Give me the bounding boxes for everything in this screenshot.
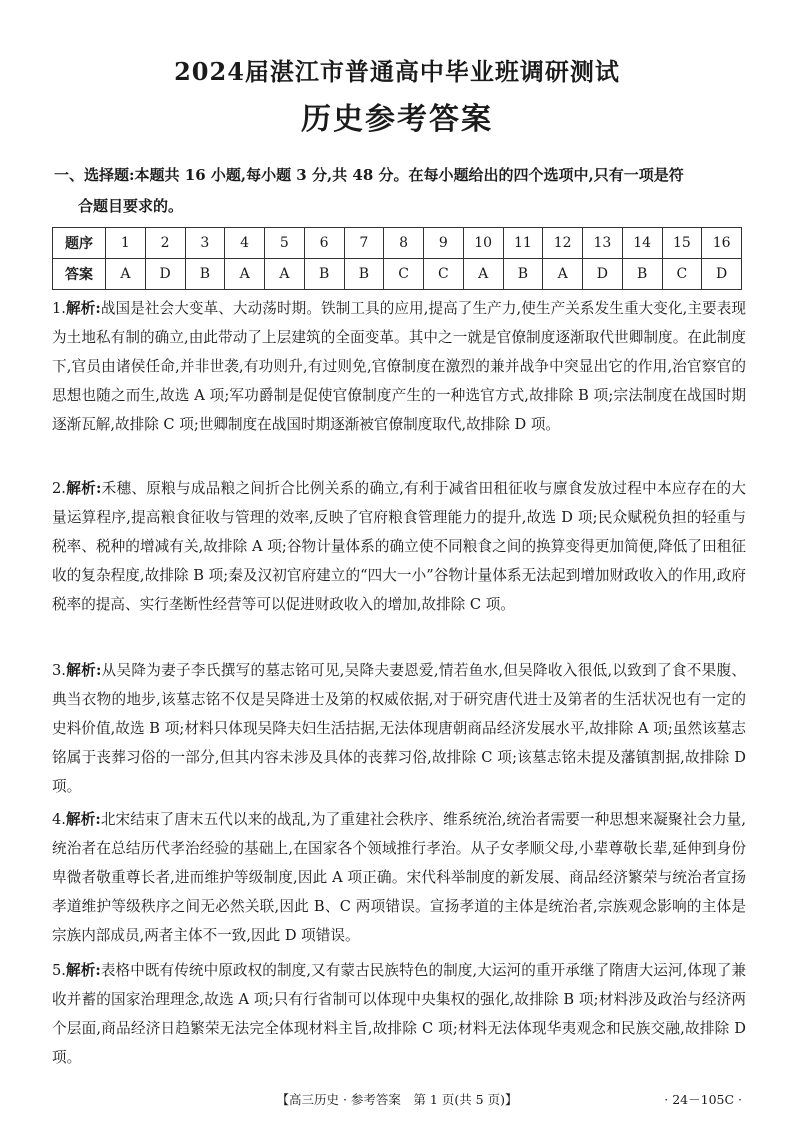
question-number: 16 <box>702 228 742 259</box>
answer-cell: B <box>344 259 384 290</box>
answer-cell: B <box>622 259 662 290</box>
explanation-4 <box>52 805 746 950</box>
answer-cell: B <box>185 259 225 290</box>
answer-cell: B <box>503 259 543 290</box>
explanation-text: 从吴降为妻子李氏撰写的墓志铭可见,吴降夫妻恩爱,情若鱼水,但吴降收入很低,以致到了食不果腹、典当衣物的地步,该墓志铭不仅是吴降进士及第的权威依据,对于研究唐代进士及第者的生活状况也有一定的史料价值,故选 B 项;材料只体现吴降夫妇生活拮据,无法体现唐朝商品经济发展水平,故排除 A 项;虽然该墓志铭属于丧葬习俗的一部分,但其内容未涉及具体的丧葬习俗,故排除 C 项;该墓志铭未提及藩镇割据,故排除 D 项。 <box>52 662 747 795</box>
footer-exam-code: · 24－105C · <box>664 1092 742 1107</box>
answer-cell: A <box>543 259 583 290</box>
footer-page-info: 【高三历史 · 参考答案 第 1 页(共 5 页)】 <box>276 1092 518 1107</box>
explanation-tag: 解析: <box>65 962 101 979</box>
explanation-3 <box>52 656 746 801</box>
document-subtitle: 历史参考答案 <box>301 102 493 137</box>
answer-row-label: 答案 <box>53 259 106 290</box>
section-heading-line1: 一、选择题:本题共 16 小题,每小题 3 分,共 48 分。在每小题给出的四个选项中,只有一项是符 <box>54 166 684 184</box>
answer-table-answer-row <box>53 259 742 290</box>
explanation-1 <box>52 294 746 439</box>
explanation-tag: 解析: <box>65 480 102 497</box>
question-number: 15 <box>662 228 702 259</box>
question-number: 13 <box>583 228 623 259</box>
explanation-number: 4. <box>52 811 66 828</box>
number-row-label: 题序 <box>53 228 106 259</box>
answer-cell: D <box>583 259 623 290</box>
answer-cell: C <box>384 259 424 290</box>
explanation-tag: 解析: <box>65 662 102 679</box>
question-number: 2 <box>145 228 185 259</box>
question-number: 6 <box>304 228 344 259</box>
explanation-text: 禾穗、原粮与成品粮之间折合比例关系的确立,有利于减省田租征收与廪食发放过程中本应存在的大量运算程序,提高粮食征收与管理的效率,反映了官府粮食管理能力的提升,故选 D 项;民众赋税负担的轻重与税率、税种的增减有关,故排除 A 项;谷物计量体系的确立使不同粮食之间的换算变得更加简便,降低了田租征收的复杂程度,故排除 B 项;秦及汉初官府建立的“四大一小”谷物计量体系无法起到增加财政收入的作用,政府税率的提高、实行垄断性经营等可以促进财政收入的增加,故排除 C 项。 <box>52 480 746 613</box>
question-number: 8 <box>384 228 424 259</box>
explanation-number: 5. <box>52 962 66 979</box>
explanation-number: 2. <box>52 480 66 497</box>
question-number: 1 <box>106 228 146 259</box>
question-number: 14 <box>622 228 662 259</box>
question-number: 9 <box>424 228 464 259</box>
question-number: 10 <box>463 228 503 259</box>
answer-cell: B <box>304 259 344 290</box>
answer-cell: A <box>225 259 265 290</box>
question-number: 11 <box>503 228 543 259</box>
explanation-2 <box>52 474 746 619</box>
answer-cell: A <box>106 259 146 290</box>
explanation-number: 1. <box>52 300 66 317</box>
question-number: 5 <box>265 228 305 259</box>
explanation-text: 战国是社会大变革、大动荡时期。铁制工具的应用,提高了生产力,使生产关系发生重大变化,主要表现为土地私有制的确立,由此带动了上层建筑的全面变革。其中之一就是官僚制度逐渐取代世卿制度。在此制度下,官员由诸侯任命,并非世袭,有功则升,有过则免,官僚制度在激烈的兼并战争中突显出它的作用,治官察官的思想也随之而生,故选 A 项;军功爵制是促使官僚制度产生的一种选官方式,故排除 B 项;宗法制度在战国时期逐渐瓦解,故排除 C 项;世卿制度在战国时期逐渐被官僚制度取代,故排除 D 项。 <box>52 300 747 433</box>
explanation-text: 表格中既有传统中原政权的制度,又有蒙古民族特色的制度,大运河的重开承继了隋唐大运河,体现了兼收并蓄的国家治理理念,故选 A 项;只有行省制可以体现中央集权的强化,故排除 B 项;材料涉及政治与经济两个层面,商品经济日趋繁荣无法完全体现材料主旨,故排除 C 项;材料无法体现华夷观念和民族交融,故排除 D 项。 <box>52 962 747 1066</box>
question-number: 7 <box>344 228 384 259</box>
answer-cell: C <box>662 259 702 290</box>
answer-cell: D <box>702 259 742 290</box>
question-number: 3 <box>185 228 225 259</box>
answer-cell: A <box>265 259 305 290</box>
answer-cell: D <box>145 259 185 290</box>
explanation-number: 3. <box>52 662 66 679</box>
explanation-tag: 解析: <box>65 811 101 828</box>
answer-cell: A <box>463 259 503 290</box>
document-title: 2024届湛江市普通高中毕业班调研测试 <box>174 57 620 86</box>
explanation-text: 北宋结束了唐末五代以来的战乱,为了重建社会秩序、维系统治,统治者需要一种思想来凝聚社会力量,统治者在总结历代孝治经验的基础上,在国家各个领域推行孝治。从子女孝顺父母,小辈尊敬长辈,延伸到身份卑微者敬重尊长者,进而维护等级制度,因此 A 项正确。宋代科举制度的新发展、商品经济繁荣与统治者宣扬孝道维护等级秩序之间无必然关联,因此 B、C 两项错误。宣扬孝道的主体是统治者,宗族观念影响的主体是宗族内部成员,两者主体不一致,因此 D 项错误。 <box>52 811 747 944</box>
question-number: 12 <box>543 228 583 259</box>
section-heading-line2: 合题目要求的。 <box>78 197 184 215</box>
answer-table <box>52 227 742 290</box>
section-heading <box>54 160 774 222</box>
answer-table-number-row <box>53 228 742 259</box>
question-number: 4 <box>225 228 265 259</box>
answer-cell: C <box>424 259 464 290</box>
explanation-5 <box>52 956 746 1072</box>
explanation-tag: 解析: <box>65 300 101 317</box>
